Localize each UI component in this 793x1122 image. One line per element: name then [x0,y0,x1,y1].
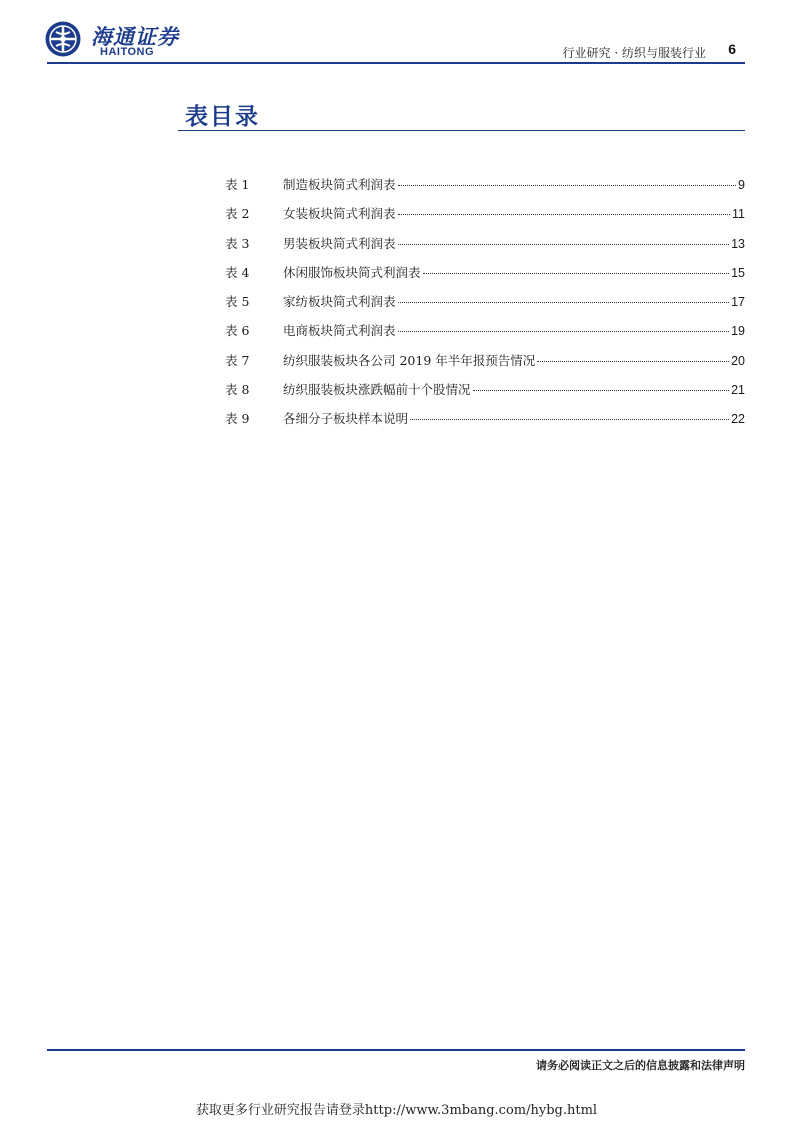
toc-entry[interactable] [225,380,745,409]
toc-leader-dots [398,214,731,215]
toc-entry[interactable] [225,263,745,292]
toc-entry-label: 表 6 [225,323,250,339]
toc-entry-page[interactable]: 20 [731,353,745,368]
toc-entry-title[interactable]: 制造板块简式利润表 [283,177,396,192]
toc-entry-label: 表 9 [225,411,250,427]
toc-leader-dots [423,273,730,274]
toc-leader-dots [473,390,730,391]
toc-entry-label: 表 3 [225,235,250,251]
toc-entry-page[interactable]: 21 [731,383,745,398]
toc-leader-dots [410,419,729,420]
logo-cn-text: 海通证券 [91,24,179,49]
toc-entry-title[interactable]: 女装板块简式利润表 [283,206,396,222]
toc-entry-label: 表 5 [225,294,250,310]
toc-entry-title[interactable]: 电商板块简式利润表 [283,323,396,339]
header-divider [47,62,745,64]
toc-entry-label: 表 2 [225,206,250,222]
toc-entry[interactable] [225,321,745,350]
haitong-logo-icon [44,20,82,58]
toc-leader-dots [537,361,729,362]
toc-entry[interactable] [225,175,745,204]
toc-entry[interactable] [225,351,745,380]
toc-entry[interactable] [225,292,745,321]
toc-entry-label: 表 1 [225,177,250,192]
toc-entry[interactable] [225,204,745,233]
logo-en-text: HAITONG [100,46,155,58]
toc-entry-page[interactable]: 19 [731,324,745,339]
toc-entry-page[interactable]: 11 [732,207,745,222]
toc-entry-title[interactable]: 家纺板块简式利润表 [283,294,396,310]
page-number: 6 [728,41,736,57]
toc-entry[interactable] [225,234,745,263]
toc-entry-title[interactable]: 各细分子板块样本说明 [283,411,409,427]
toc-entry-page[interactable]: 17 [731,295,745,310]
heading-divider [178,130,745,131]
toc-entry-page[interactable]: 22 [731,412,745,427]
toc-entry-title[interactable]: 休闲服饰板块简式利润表 [283,264,421,280]
toc-heading: 表目录 [185,104,260,130]
toc-entry-title[interactable]: 纺织服装板块涨跌幅前十个股情况 [283,382,471,398]
toc-entry-page[interactable]: 9 [738,178,745,192]
toc-entry[interactable] [225,409,745,438]
toc-entry-label: 表 8 [225,382,250,398]
toc-entry-label: 表 4 [225,264,250,280]
toc-leader-dots [398,244,730,245]
toc-entry-title[interactable]: 纺织服装板块各公司 2019 年半年报预告情况 [283,352,536,368]
toc-leader-dots [398,185,737,186]
table-of-tables [225,175,745,439]
toc-leader-dots [398,331,730,332]
footer-divider [47,1049,745,1051]
legal-disclaimer: 请务必阅读正文之后的信息披露和法律声明 [536,1059,745,1072]
footer-promo-link[interactable]: 获取更多行业研究报告请登录http://www.3mbang.com/hybg.html [195,1103,598,1118]
toc-entry-page[interactable]: 15 [731,265,745,280]
haitong-logo [44,20,204,58]
toc-leader-dots [398,302,730,303]
toc-entry-label: 表 7 [225,352,250,368]
toc-entry-page[interactable]: 13 [731,236,745,251]
header-section-title: 行业研究 · 纺织与服装行业 [562,46,706,60]
toc-entry-title[interactable]: 男装板块简式利润表 [283,235,396,251]
